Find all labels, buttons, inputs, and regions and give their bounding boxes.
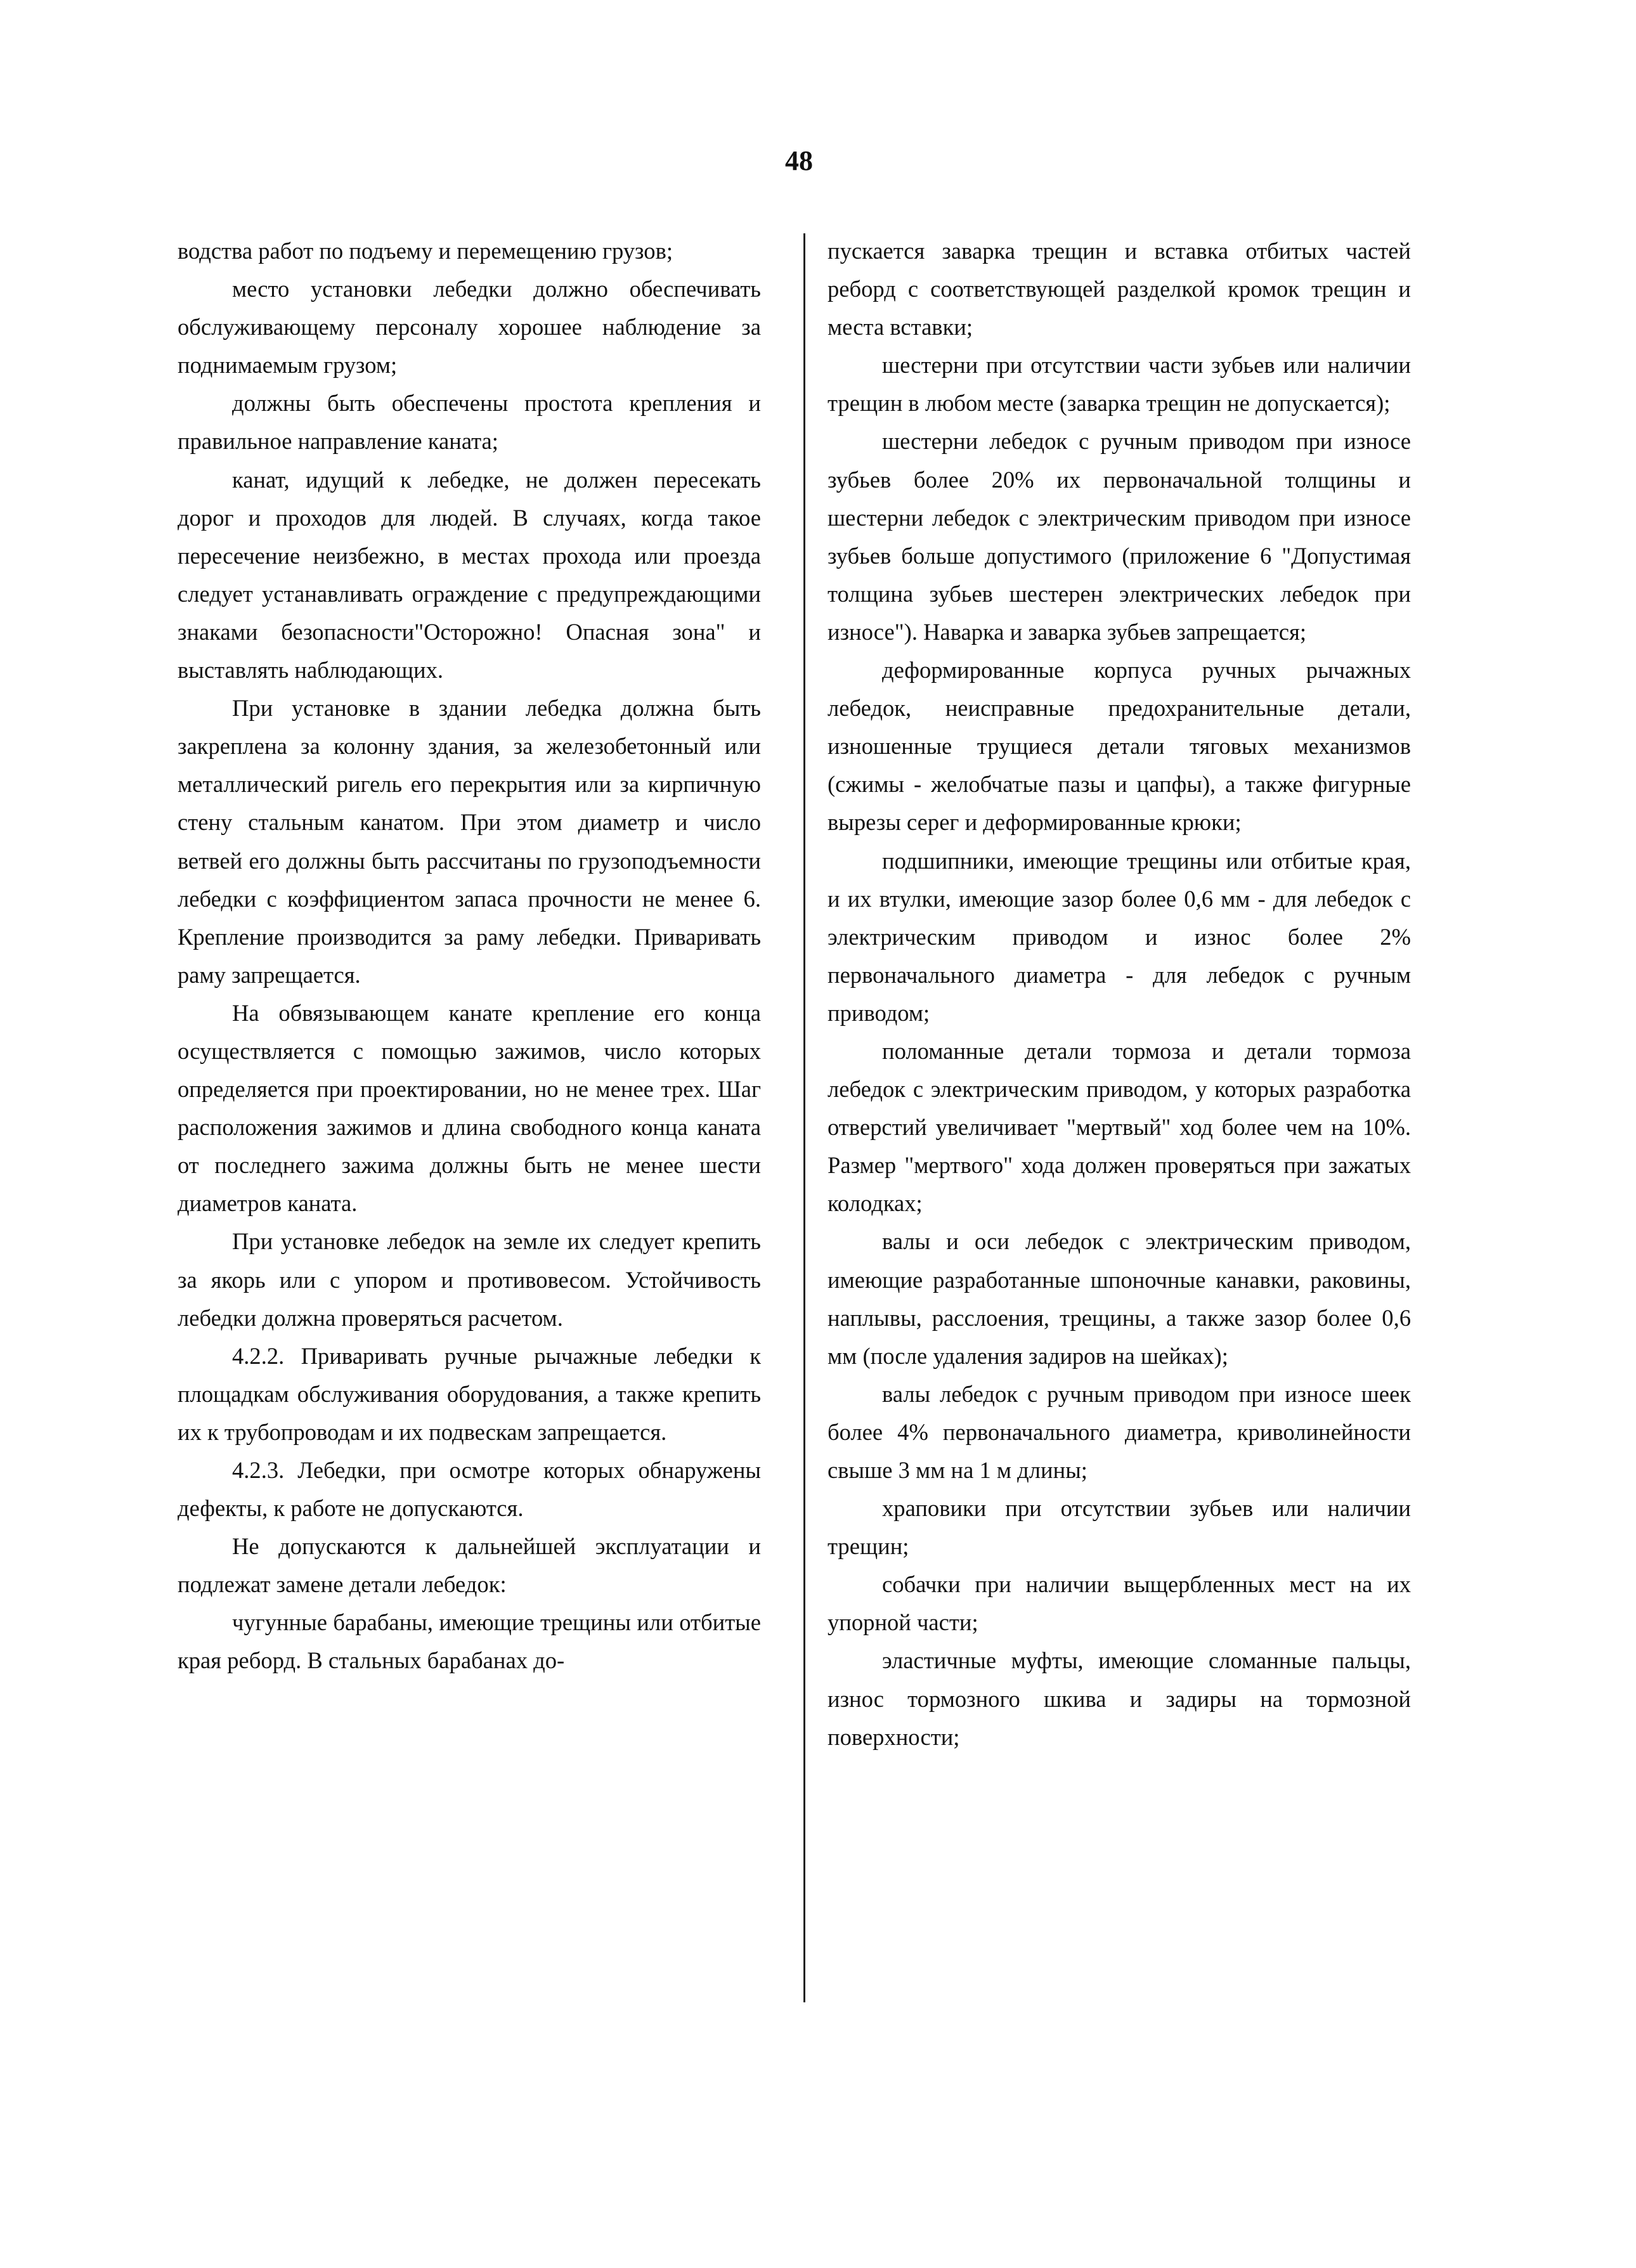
paragraph: чугунные барабаны, имеющие трещины или отбитые края реборд. В стальных барабанах до- <box>178 1609 761 1674</box>
paragraph: должны быть обеспечены простота крепления и правильное направление каната; <box>178 390 761 455</box>
paragraph: храповики при отсутствии зубьев или наличии трещин; <box>828 1495 1411 1560</box>
paragraph: собачки при наличии выщербленных мест на их упорной части; <box>828 1571 1411 1636</box>
paragraph: 4.2.2. Приваривать ручные рычажные лебедки к площадкам обслуживания оборудования, а также крепить их к трубопроводам и их подвескам запрещается. <box>178 1342 761 1445</box>
paragraph: валы лебедок с ручным приводом при износе шеек более 4% первоначального диаметра, криволинейности свыше 3 мм на 1 м длины; <box>828 1380 1411 1483</box>
column-divider <box>803 233 805 2002</box>
page-number: 48 <box>785 145 813 176</box>
paragraph: место установки лебедки должно обеспечивать обслуживающему персоналу хорошее наблюдение за поднимаемым грузом; <box>178 276 761 379</box>
paragraph: подшипники, имеющие трещины или отбитые края, и их втулки, имеющие зазор более 0,6 мм - для лебедок с электрическим приводом и износ более 2% первоначального диаметра - для лебедок с ручным приводом; <box>828 847 1411 1026</box>
left-text-column <box>178 232 761 1680</box>
paragraph: водства работ по подъему и перемещению грузов; <box>178 238 673 264</box>
paragraph: валы и оси лебедок с электрическим приводом, имеющие разработанные шпоночные канавки, раковины, наплывы, расслоения, трещины, а также зазор более 0,6 мм (после удаления задиров на шейках); <box>828 1228 1411 1369</box>
paragraph: При установке лебедок на земле их следует крепить за якорь или с упором и противовесом. Устойчивость лебедки должна проверяться расчетом. <box>178 1228 761 1331</box>
paragraph: поломанные детали тормоза и детали тормоза лебедок с электрическим приводом, у которых разработка отверстий увеличивает "мертвый" ход более чем на 10%. Размер "мертвого" хода должен проверяться при зажатых колодках; <box>828 1037 1411 1217</box>
paragraph: эластичные муфты, имеющие сломанные пальцы, износ тормозного шкива и задиры на тормозной поверхности; <box>828 1647 1411 1750</box>
paragraph: канат, идущий к лебедке, не должен пересекать дорог и проходов для людей. В случаях, когда такое пересечение неизбежно, в местах прохода или проезда следует устанавливать ограждение с предупреждающими знаками безопасности"Осторожно! Опасная зона" и выставлять наблюдающих. <box>178 466 761 684</box>
paragraph: Не допускаются к дальнейшей эксплуатации и подлежат замене детали лебедок: <box>178 1533 761 1598</box>
paragraph: шестерни при отсутствии части зубьев или наличии трещин в любом месте (заварка трещин не допускается); <box>828 352 1411 417</box>
paragraph: деформированные корпуса ручных рычажных лебедок, неисправные предохранительные детали, изношенные трущиеся детали тяговых механизмов (сжимы - желобчатые пазы и цапфы), а также фигурные вырезы серег и деформированные крюки; <box>828 657 1411 836</box>
paragraph: На обвязывающем канате крепление его конца осуществляется с помощью зажимов, число которых определяется при проектировании, но не менее трех. Шаг расположения зажимов и длина свободного конца каната от последнего зажима должны быть не менее шести диаметров каната. <box>178 999 761 1217</box>
paragraph: 4.2.3. Лебедки, при осмотре которых обнаружены дефекты, к работе не допускаются. <box>178 1457 761 1522</box>
paragraph: При установке в здании лебедка должна быть закреплена за колонну здания, за железобетонный или металлический ригель его перекрытия или за кирпичную стену стальным канатом. При этом диаметр и число ветвей его должны быть рассчитаны по грузоподъемности лебедки с коэффициентом запаса прочности не менее 6. Крепление производится за раму лебедки. Приваривать раму запрещается. <box>178 695 761 988</box>
right-text-column <box>828 232 1411 1756</box>
paragraph: пускается заварка трещин и вставка отбитых частей реборд с соответствующей разделкой кромок трещин и места вставки; <box>828 238 1411 340</box>
paragraph: шестерни лебедок с ручным приводом при износе зубьев более 20% их первоначальной толщины и шестерни лебедок с электрическим приводом при износе зубьев больше допустимого (приложение 6 "Допустимая толщина зубьев шестерен электрических лебедок при износе"). Наварка и заварка зубьев запрещается; <box>828 428 1411 645</box>
